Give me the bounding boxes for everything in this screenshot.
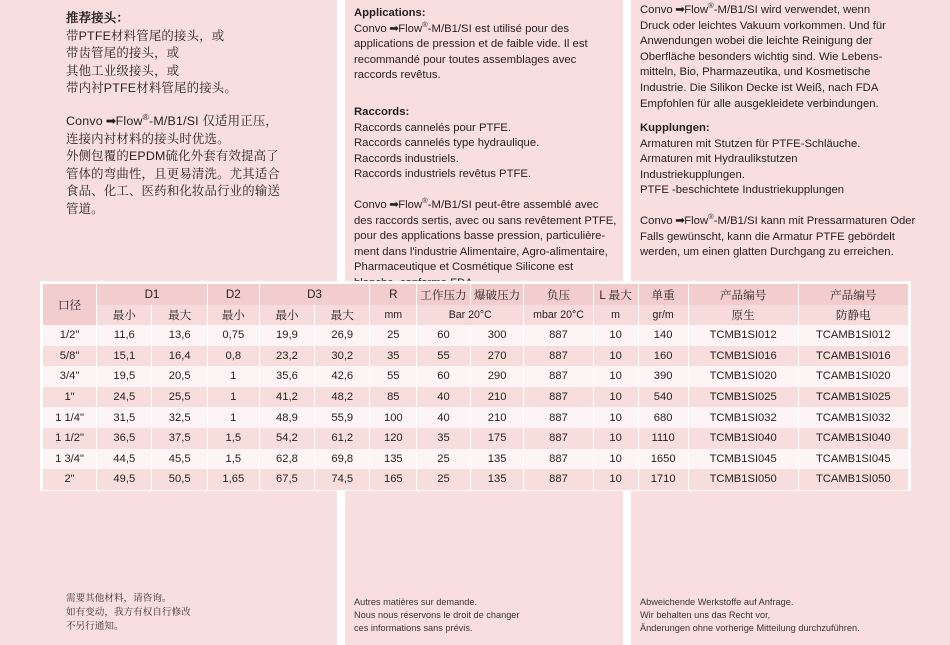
col-header-size: 口径: [43, 284, 97, 325]
table-body: [43, 325, 908, 490]
german-line: PTFE -beschichtete Industriekupplungen: [640, 184, 845, 197]
cell-d3-max: 55,9: [315, 407, 370, 428]
cell-size: 2": [43, 469, 97, 490]
chinese-line: 其他工业级接头，或: [66, 63, 180, 78]
cell-part-anti: TCAMB1SI016: [798, 346, 908, 367]
cell-part-std: TCMB1SI040: [688, 428, 798, 449]
chinese-description-block: [66, 113, 334, 219]
cell-d2-min: 1,5: [207, 449, 259, 470]
cell-d1-max: 45,5: [152, 449, 207, 470]
col-header-working-pressure: 工作压力: [417, 284, 471, 305]
brand-prefix: Convo: [640, 4, 673, 16]
german-product-line: [640, 214, 948, 230]
french-footnote: [354, 596, 624, 635]
cell-r: 25: [370, 325, 417, 346]
col-header-vacuum: 负压: [524, 284, 593, 305]
arrow-icon: ➡: [386, 22, 399, 35]
cell-length: 10: [593, 366, 638, 387]
subheader-d1-min: 最小: [97, 305, 152, 325]
cell-burst-pr: 210: [470, 407, 524, 428]
chinese-line: 带内衬PTFE材料管尾的接头。: [66, 81, 237, 96]
cell-work-pr: 25: [417, 449, 471, 470]
chinese-line: 管体的弯曲性，且更易清洗。尤其适合: [66, 166, 281, 181]
cell-burst-pr: 135: [470, 449, 524, 470]
cell-length: 10: [593, 325, 638, 346]
cell-part-anti: TCAMB1SI050: [798, 469, 908, 490]
cell-r: 165: [370, 469, 417, 490]
cell-part-anti: TCAMB1SI032: [798, 407, 908, 428]
brand-prefix: Convo: [354, 22, 387, 35]
cell-d1-max: 16,4: [152, 346, 207, 367]
french-line: Raccords cannelés type hydraulique.: [354, 137, 540, 150]
german-line: werden, um einen glatten Durchgang zu erreichen.: [640, 246, 894, 259]
cell-d3-min: 48,9: [259, 407, 314, 428]
table-row: [43, 387, 908, 408]
subheader-d3-min: 最小: [259, 305, 314, 325]
cell-r: 55: [370, 366, 417, 387]
cell-work-pr: 35: [417, 428, 471, 449]
cell-d1-max: 20,5: [152, 366, 207, 387]
cell-d1-max: 32,5: [152, 407, 207, 428]
cell-weight: 140: [638, 325, 688, 346]
subheader-length-unit: m: [593, 305, 638, 325]
registered-mark-icon: ®: [422, 19, 428, 29]
cell-work-pr: 40: [417, 407, 471, 428]
cell-vacuum: 887: [524, 387, 593, 408]
table-row: [43, 346, 908, 367]
cell-part-anti: TCAMB1SI040: [798, 428, 908, 449]
cell-part-std: TCMB1SI025: [688, 387, 798, 408]
chinese-line: 外侧包覆的EPDM硫化外套有效提高了: [66, 149, 279, 164]
subheader-d2-min: 最小: [207, 305, 259, 325]
footnote-line: Abweichende Werkstoffe auf Anfrage.: [640, 597, 794, 607]
table-head: [43, 284, 908, 325]
chinese-line: 带PTFE材料管尾的接头，或: [66, 28, 225, 43]
subheader-part-antistatic: 防静电: [798, 305, 908, 325]
col-header-d2: D2: [207, 284, 259, 305]
cell-work-pr: 60: [417, 325, 471, 346]
cell-length: 10: [593, 449, 638, 470]
cell-size: 1 3/4": [43, 449, 97, 470]
cell-d3-max: 69,8: [315, 449, 370, 470]
cell-size: 1/2": [43, 325, 97, 346]
cell-d1-max: 37,5: [152, 428, 207, 449]
table-header-row-groups: [43, 284, 908, 305]
specification-table: [43, 284, 908, 490]
german-line: Industriekupplungen.: [640, 168, 745, 181]
cell-burst-pr: 210: [470, 387, 524, 408]
cell-weight: 680: [638, 407, 688, 428]
arrow-icon: ➡: [386, 199, 399, 211]
brand-prefix: Convo: [640, 215, 673, 227]
cell-d2-min: 1: [207, 387, 259, 408]
chinese-recommended-fittings-block: [66, 10, 331, 98]
chinese-line: 带齿管尾的接头，或: [66, 46, 180, 61]
cell-length: 10: [593, 346, 638, 367]
brand-suffix: -M/B1/SI wird verwendet, wenn: [713, 4, 871, 16]
cell-weight: 540: [638, 387, 688, 408]
brand-suffix: -M/B1/SI est utilisé pour des: [427, 22, 570, 35]
french-line: Raccords industriels.: [354, 152, 459, 165]
table-row: [43, 449, 908, 470]
cell-d3-max: 74,5: [315, 469, 370, 490]
cell-weight: 1650: [638, 449, 688, 470]
cell-length: 10: [593, 407, 638, 428]
brand-name: Flow: [684, 4, 709, 16]
cell-weight: 390: [638, 366, 688, 387]
cell-d1-min: 36,5: [97, 428, 152, 449]
cell-work-pr: 55: [417, 346, 471, 367]
brand-suffix: -M/B1/SI 仅适用正压，: [149, 114, 279, 128]
registered-mark-icon: ®: [708, 1, 714, 11]
footnote-line: Wir behalten uns das Recht vor,: [640, 610, 771, 620]
german-footnote: [640, 596, 950, 635]
table-row: [43, 366, 908, 387]
cell-vacuum: 887: [524, 366, 593, 387]
subheader-part-standard: 原生: [688, 305, 798, 325]
brand-name: Flow: [398, 22, 423, 35]
cell-d3-min: 54,2: [259, 428, 314, 449]
cell-part-anti: TCAMB1SI020: [798, 366, 908, 387]
footnote-line: 如有变动，我方有权自行修改: [66, 607, 191, 618]
cell-size: 3/4": [43, 366, 97, 387]
col-header-max-length: L 最大: [593, 284, 638, 305]
french-line: Raccords industriels revêtus PTFE.: [354, 168, 532, 181]
cell-d3-min: 67,5: [259, 469, 314, 490]
table-header-row-units: [43, 305, 908, 325]
cell-d1-min: 15,1: [97, 346, 152, 367]
chinese-line: 食品、化工、医药和化妆品行业的输送: [66, 184, 281, 199]
german-kupplungen-heading: Kupplungen:: [640, 122, 710, 134]
table-row: [43, 325, 908, 346]
cell-vacuum: 887: [524, 428, 593, 449]
brand-prefix: Convo: [66, 114, 103, 128]
cell-d2-min: 0,75: [207, 325, 259, 346]
cell-part-std: TCMB1SI045: [688, 449, 798, 470]
cell-d1-min: 24,5: [97, 387, 152, 408]
cell-burst-pr: 270: [470, 346, 524, 367]
french-line: raccords revêtus.: [354, 69, 441, 82]
cell-burst-pr: 135: [470, 469, 524, 490]
chinese-line: 管道。: [66, 201, 104, 216]
col-header-burst-pressure: 爆破压力: [470, 284, 524, 305]
cell-d2-min: 1: [207, 407, 259, 428]
german-kupplungen-block: [640, 121, 945, 199]
registered-mark-icon: ®: [142, 111, 150, 122]
cell-part-anti: TCAMB1SI012: [798, 325, 908, 346]
french-raccords-heading: Raccords:: [354, 106, 410, 118]
subheader-d1-max: 最大: [152, 305, 207, 325]
col-header-weight: 单重: [638, 284, 688, 305]
cell-vacuum: 887: [524, 469, 593, 490]
cell-part-anti: TCAMB1SI025: [798, 387, 908, 408]
french-line: ment dans l'industrie Alimentaire, Agro-alimentaire,: [354, 245, 608, 258]
brand-prefix: Convo: [354, 199, 387, 211]
french-product-line: [354, 19, 624, 38]
cell-work-pr: 40: [417, 387, 471, 408]
french-line: des raccords sertis, avec ou sans revêtement PTFE,: [354, 214, 617, 227]
french-line: Raccords cannelés pour PTFE.: [354, 121, 511, 134]
col-header-d3: D3: [259, 284, 370, 305]
cell-weight: 1110: [638, 428, 688, 449]
cell-part-std: TCMB1SI016: [688, 346, 798, 367]
cell-part-std: TCMB1SI032: [688, 407, 798, 428]
cell-d1-min: 49,5: [97, 469, 152, 490]
cell-d3-max: 61,2: [315, 428, 370, 449]
french-line: Pharmaceutique et Cosmétique Silicone est: [354, 261, 574, 274]
german-line: Armaturen mit Stutzen für PTFE-Schläuche.: [640, 137, 861, 150]
french-closing-block: [354, 198, 626, 292]
french-raccords-block: [354, 105, 624, 183]
cell-r: 100: [370, 407, 417, 428]
cell-d2-min: 1: [207, 366, 259, 387]
cell-part-std: TCMB1SI012: [688, 325, 798, 346]
footnote-line: Nous nous réservons le droit de changer: [354, 610, 520, 620]
cell-vacuum: 887: [524, 346, 593, 367]
arrow-icon: ➡: [102, 114, 116, 128]
french-line: applications de pression et de faible vide. Il est: [354, 38, 588, 51]
subheader-weight-unit: gr/m: [638, 305, 688, 325]
col-header-r: R: [370, 284, 417, 305]
col-header-part-number-antistatic: 产品编号: [798, 284, 908, 305]
cell-burst-pr: 300: [470, 325, 524, 346]
cell-d1-max: 50,5: [152, 469, 207, 490]
registered-mark-icon: ®: [422, 196, 428, 206]
subheader-d3-max: 最大: [315, 305, 370, 325]
cell-d3-min: 35,6: [259, 366, 314, 387]
chinese-line: 连接内衬材料的接头时优选。: [66, 131, 230, 146]
col-header-d1: D1: [97, 284, 208, 305]
german-line: Armaturen mit Hydraulikstutzen: [640, 153, 798, 166]
german-line: Oberfläche besonders wichtig sind. Wie Lebens-: [640, 50, 883, 63]
cell-r: 135: [370, 449, 417, 470]
chinese-heading: 推荐接头：: [66, 11, 129, 25]
cell-d3-min: 41,2: [259, 387, 314, 408]
footnote-line: 不另行通知。: [66, 621, 124, 632]
cell-work-pr: 25: [417, 469, 471, 490]
table-row: [43, 407, 908, 428]
table-row: [43, 469, 908, 490]
cell-d3-min: 23,2: [259, 346, 314, 367]
brand-suffix: -M/B1/SI peut-être assemblé avec: [427, 199, 599, 211]
cell-length: 10: [593, 469, 638, 490]
french-line: recommandé pour toutes assemblages avec: [354, 53, 577, 66]
cell-part-std: TCMB1SI020: [688, 366, 798, 387]
cell-vacuum: 887: [524, 407, 593, 428]
cell-d3-min: 62,8: [259, 449, 314, 470]
brand-name: Flow: [115, 114, 143, 128]
german-product-line: [640, 3, 945, 19]
cell-d3-max: 48,2: [315, 387, 370, 408]
cell-weight: 1710: [638, 469, 688, 490]
cell-vacuum: 887: [524, 325, 593, 346]
cell-d1-min: 11,6: [97, 325, 152, 346]
brand-suffix: -M/B1/SI kann mit Pressarmaturen Oder: [713, 215, 916, 227]
footnote-line: 需要其他材料，请咨询。: [66, 593, 172, 604]
brand-name: Flow: [398, 199, 423, 211]
cell-size: 1 1/4": [43, 407, 97, 428]
cell-d1-min: 31,5: [97, 407, 152, 428]
cell-d2-min: 1,65: [207, 469, 259, 490]
cell-work-pr: 60: [417, 366, 471, 387]
german-line: mitteln, Bio, Pharmazeutika, und Kosmetische: [640, 66, 871, 79]
cell-r: 35: [370, 346, 417, 367]
cell-d3-max: 30,2: [315, 346, 370, 367]
german-line: Anwendungen wobei die leichte Reinigung der: [640, 35, 873, 48]
cell-d3-min: 19,9: [259, 325, 314, 346]
registered-mark-icon: ®: [708, 212, 714, 222]
cell-d3-max: 42,6: [315, 366, 370, 387]
brand-name: Flow: [684, 215, 709, 227]
chinese-product-line: [66, 113, 334, 131]
cell-length: 10: [593, 387, 638, 408]
cell-d3-max: 26,9: [315, 325, 370, 346]
german-line: Industrie. Die Silikon Decke ist Weiß, nach FDA: [640, 81, 879, 94]
cell-weight: 160: [638, 346, 688, 367]
german-intro-block: [640, 3, 945, 112]
arrow-icon: ➡: [672, 4, 685, 16]
footnote-line: ces informations sans prévis.: [354, 623, 473, 633]
specification-table-frame: [40, 281, 911, 491]
footnote-line: Änderungen ohne vorherige Mitteilung durchzuführen.: [640, 623, 860, 633]
subheader-pressure-unit: Bar 20°C: [417, 305, 524, 325]
cell-burst-pr: 290: [470, 366, 524, 387]
cell-d2-min: 1,5: [207, 428, 259, 449]
cell-size: 1": [43, 387, 97, 408]
cell-d1-max: 25,5: [152, 387, 207, 408]
arrow-icon: ➡: [672, 215, 685, 227]
cell-d1-max: 13,6: [152, 325, 207, 346]
cell-size: 5/8": [43, 346, 97, 367]
german-line: Empfohlen für alle ausgekleidete verbindungen.: [640, 97, 879, 110]
cell-vacuum: 887: [524, 449, 593, 470]
cell-burst-pr: 175: [470, 428, 524, 449]
col-header-part-number-standard: 产品编号: [688, 284, 798, 305]
cell-part-std: TCMB1SI050: [688, 469, 798, 490]
cell-d1-min: 44,5: [97, 449, 152, 470]
cell-r: 85: [370, 387, 417, 408]
french-product-line: [354, 198, 626, 214]
german-line: Falls gewünscht, kann die Armatur PTFE gebördelt: [640, 230, 895, 243]
table-row: [43, 428, 908, 449]
cell-size: 1 1/2": [43, 428, 97, 449]
cell-r: 120: [370, 428, 417, 449]
footnote-line: Autres matières sur demande.: [354, 597, 478, 607]
chinese-footnote: [66, 592, 326, 634]
french-applications-heading: Applications:: [354, 7, 426, 19]
subheader-vacuum-unit: mbar 20°C: [524, 305, 593, 325]
german-closing-block: [640, 214, 948, 261]
french-line: pour des applications basse pression, particulière-: [354, 230, 606, 243]
german-line: Druck oder leichtes Vakuum vorkommen. Und für: [640, 19, 886, 32]
cell-length: 10: [593, 428, 638, 449]
subheader-r-unit: mm: [370, 305, 417, 325]
cell-d1-min: 19,5: [97, 366, 152, 387]
cell-part-anti: TCAMB1SI045: [798, 449, 908, 470]
french-applications-block: [354, 6, 624, 84]
cell-d2-min: 0,8: [207, 346, 259, 367]
